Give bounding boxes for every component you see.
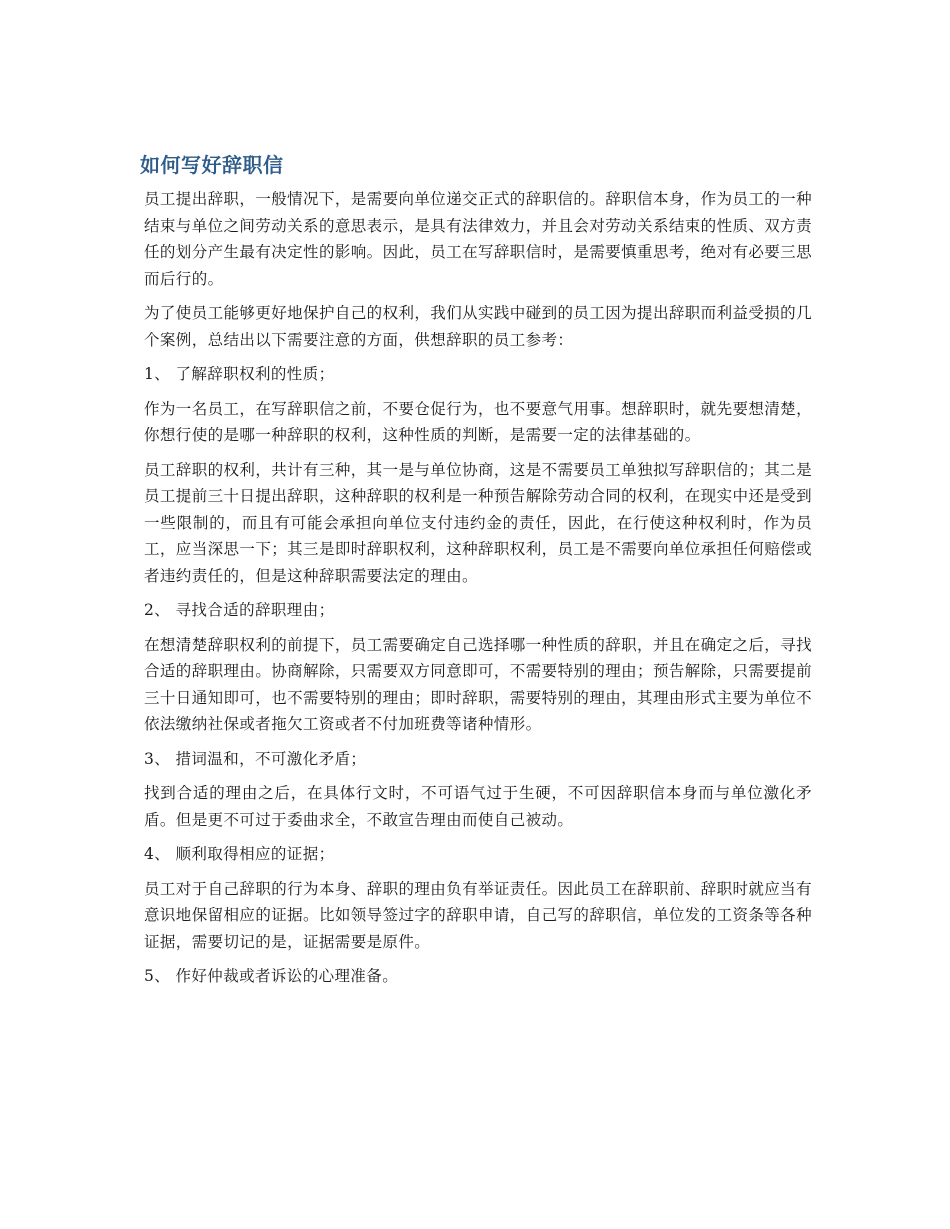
section-heading-1: 1、 了解辞职权利的性质； bbox=[144, 365, 335, 383]
section-heading-4: 4、 顺利取得相应的证据； bbox=[144, 845, 335, 863]
section-heading-3: 3、 措词温和，不可激化矛盾； bbox=[144, 749, 367, 768]
section-4-paragraph: 员工对于自己辞职的行为本身、辞职的理由负有举证责任。因此员工在辞职前、辞职时就应当有意识地保留相应的证据。比如领导签过字的辞职申请，自己写的辞职信，单位发的工资条等各种证据，需要切记的是，证据需要是原件。 bbox=[144, 879, 812, 951]
section-3-paragraph: 找到合适的理由之后，在具体行文时，不可语气过于生硬，不可因辞职信本身而与单位激化矛盾。但是更不可过于委曲求全，不敢宣告理由而使自己被动。 bbox=[144, 784, 812, 829]
section-2-paragraph: 在想清楚辞职权利的前提下，员工需要确定自己选择哪一种性质的辞职，并且在确定之后，寻找合适的辞职理由。协商解除，只需要双方同意即可，不需要特别的理由；预告解除，只需要提前三十日通知即可，也不需要特别的理由；即时辞职，需要特别的理由，其理由形式主要为单位不依法缴纳社保或者拖欠工资或者不付加班费等诸种情形。 bbox=[144, 635, 812, 733]
section-1-paragraph-1: 作为一名员工，在写辞职信之前，不要仓促行为，也不要意气用事。想辞职时，就先要想清楚，你想行使的是哪一种辞职的权利，这种性质的判断，是需要一定的法律基础的。 bbox=[144, 399, 812, 444]
section-1-paragraph-2: 员工辞职的权利，共计有三种，其一是与单位协商，这是不需要员工单独拟写辞职信的；其二是员工提前三十日提出辞职，这种辞职的权利是一种预告解除劳动合同的权利，在现实中还是受到一些限制的，而且有可能会承担向单位支付违约金的责任，因此，在行使这种权利时，作为员工，应当深思一下；其三是即时辞职权利，这种辞职权利，员工是不需要向单位承担任何赔偿或者违约责任的，但是这种辞职需要法定的理由。 bbox=[144, 460, 812, 585]
intro-paragraph: 员工提出辞职，一般情况下，是需要向单位递交正式的辞职信的。辞职信本身，作为员工的一种结束与单位之间劳动关系的意思表示，是具有法律效力，并且会对劳动关系结束的性质、双方责任的划分产生最有决定性的影响。因此，员工在写辞职信时，是需要慎重思考，绝对有必要三思而后行的。 bbox=[144, 190, 812, 288]
section-heading-2: 2、 寻找合适的辞职理由； bbox=[144, 601, 335, 619]
section-heading-5: 5、 作好仲裁或者诉讼的心理准备。 bbox=[144, 967, 399, 985]
purpose-paragraph: 为了使员工能够更好地保护自己的权利，我们从实践中碰到的员工因为提出辞职而利益受损的几个案例，总结出以下需要注意的方面，供想辞职的员工参考： bbox=[144, 304, 812, 349]
document-title: 如何写好辞职信 bbox=[140, 153, 284, 177]
document-page bbox=[140, 148, 812, 998]
